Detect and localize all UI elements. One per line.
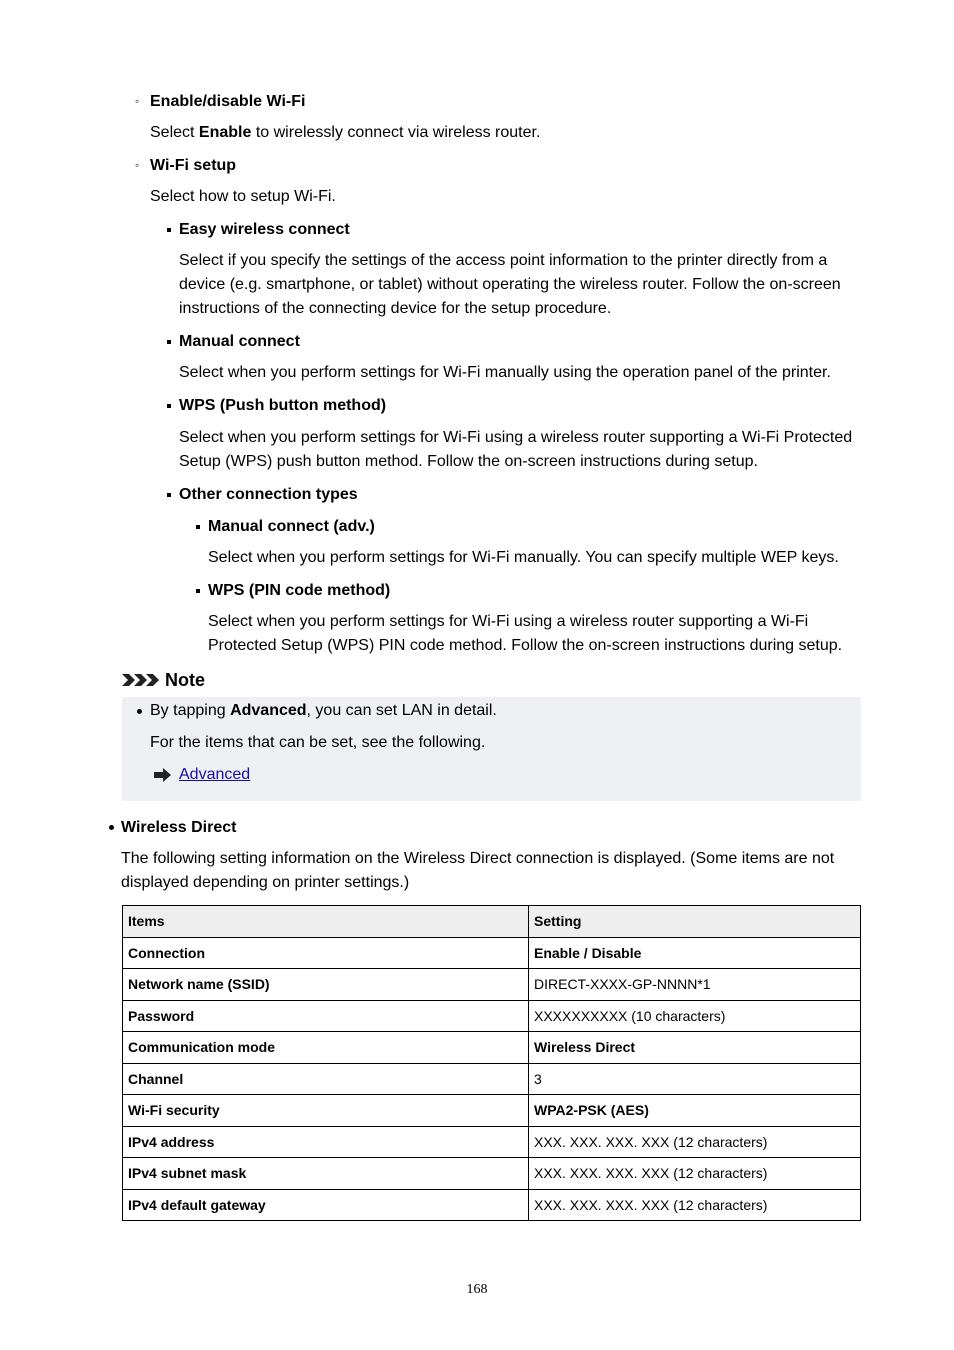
table-cell-setting: XXX. XXX. XXX. XXX (12 characters) bbox=[529, 1189, 861, 1221]
manual-connect-title: Manual connect bbox=[179, 333, 300, 350]
table-row bbox=[123, 937, 861, 969]
table-row bbox=[123, 1032, 861, 1064]
easy-wireless-title: Easy wireless connect bbox=[179, 221, 350, 238]
table-row bbox=[123, 1189, 861, 1221]
table-cell-setting: WPA2-PSK (AES) bbox=[529, 1095, 861, 1127]
table-cell-item: Password bbox=[123, 1000, 529, 1032]
square-bullet bbox=[167, 340, 171, 344]
advanced-link[interactable]: Advanced bbox=[179, 766, 251, 783]
circle-bullet: ◦ bbox=[135, 158, 140, 172]
column-header-setting: Setting bbox=[529, 906, 861, 938]
enable-wifi-title: Enable/disable Wi-Fi bbox=[150, 93, 306, 110]
square-bullet bbox=[167, 404, 171, 408]
wifi-setup-title: Wi-Fi setup bbox=[150, 157, 237, 174]
column-header-items: Items bbox=[123, 906, 529, 938]
wps-push-desc: Select when you perform settings for Wi-Fi using a wireless router supporting a Wi-Fi Protected Setup (WPS) push button method. Follow the on-screen instructions during setup. bbox=[179, 429, 853, 470]
square-bullet bbox=[196, 525, 200, 529]
manual-adv-desc: Select when you perform settings for Wi-Fi manually. You can specify multiple WEP keys. bbox=[208, 549, 839, 566]
table-cell-item: Communication mode bbox=[123, 1032, 529, 1064]
table-cell-setting: Enable / Disable bbox=[529, 937, 861, 969]
bullet-dot bbox=[109, 825, 114, 830]
wifi-setup-desc: Select how to setup Wi-Fi. bbox=[150, 188, 336, 205]
table-cell-item: Network name (SSID) bbox=[123, 969, 529, 1001]
table-cell-item: Channel bbox=[123, 1063, 529, 1095]
wireless-direct-title: Wireless Direct bbox=[121, 819, 237, 836]
table-cell-item: Connection bbox=[123, 937, 529, 969]
table-row bbox=[123, 1063, 861, 1095]
table-cell-setting: XXXXXXXXXX (10 characters) bbox=[529, 1000, 861, 1032]
table-row bbox=[123, 1095, 861, 1127]
table-header-row bbox=[123, 906, 861, 938]
page-number: 168 bbox=[466, 1282, 488, 1297]
table-cell-item: IPv4 address bbox=[123, 1126, 529, 1158]
table-cell-setting: DIRECT-XXXX-GP-NNNN*1 bbox=[529, 969, 861, 1001]
circle-bullet: ◦ bbox=[135, 94, 140, 108]
square-bullet bbox=[196, 589, 200, 593]
table-row bbox=[123, 969, 861, 1001]
table-row bbox=[123, 1126, 861, 1158]
manual-connect-desc: Select when you perform settings for Wi-Fi manually using the operation panel of the printer. bbox=[179, 364, 831, 381]
manual-adv-title: Manual connect (adv.) bbox=[208, 518, 375, 535]
note-title: Note bbox=[165, 670, 205, 690]
other-types-title: Other connection types bbox=[179, 486, 358, 503]
table-cell-setting: XXX. XXX. XXX. XXX (12 characters) bbox=[529, 1158, 861, 1190]
table-cell-setting: Wireless Direct bbox=[529, 1032, 861, 1064]
enable-wifi-desc: Select Enable to wirelessly connect via wireless router. bbox=[150, 124, 541, 141]
note-follow: For the items that can be set, see the following. bbox=[150, 734, 486, 751]
table-cell-item: Wi-Fi security bbox=[123, 1095, 529, 1127]
wireless-direct-table bbox=[122, 905, 861, 1221]
wps-pin-desc: Select when you perform settings for Wi-Fi using a wireless router supporting a Wi-Fi Protected Setup (WPS) PIN code method. Follow the on-screen instructions during setup. bbox=[208, 613, 843, 654]
table-cell-setting: 3 bbox=[529, 1063, 861, 1095]
table-cell-item: IPv4 subnet mask bbox=[123, 1158, 529, 1190]
table-cell-setting: XXX. XXX. XXX. XXX (12 characters) bbox=[529, 1126, 861, 1158]
wireless-direct-desc: The following setting information on the Wireless Direct connection is displayed. (Some items are not displayed depending on printer settings.) bbox=[121, 850, 835, 891]
easy-wireless-desc: Select if you specify the settings of the access point information to the printer directly from a device (e.g. smartphone, or tablet) without operating the wireless router. Follow the on-screen instructions of the connecting device for the setup procedure. bbox=[179, 252, 841, 317]
wps-pin-title: WPS (PIN code method) bbox=[208, 582, 391, 599]
table-row bbox=[123, 1000, 861, 1032]
bullet-dot bbox=[137, 709, 142, 714]
note-icon bbox=[122, 672, 160, 693]
note-item: By tapping Advanced, you can set LAN in detail. bbox=[150, 702, 497, 719]
square-bullet bbox=[167, 228, 171, 232]
table-row bbox=[123, 1158, 861, 1190]
table-cell-item: IPv4 default gateway bbox=[123, 1189, 529, 1221]
wps-push-title: WPS (Push button method) bbox=[179, 397, 387, 414]
arrow-right-icon bbox=[154, 768, 172, 787]
square-bullet bbox=[167, 493, 171, 497]
